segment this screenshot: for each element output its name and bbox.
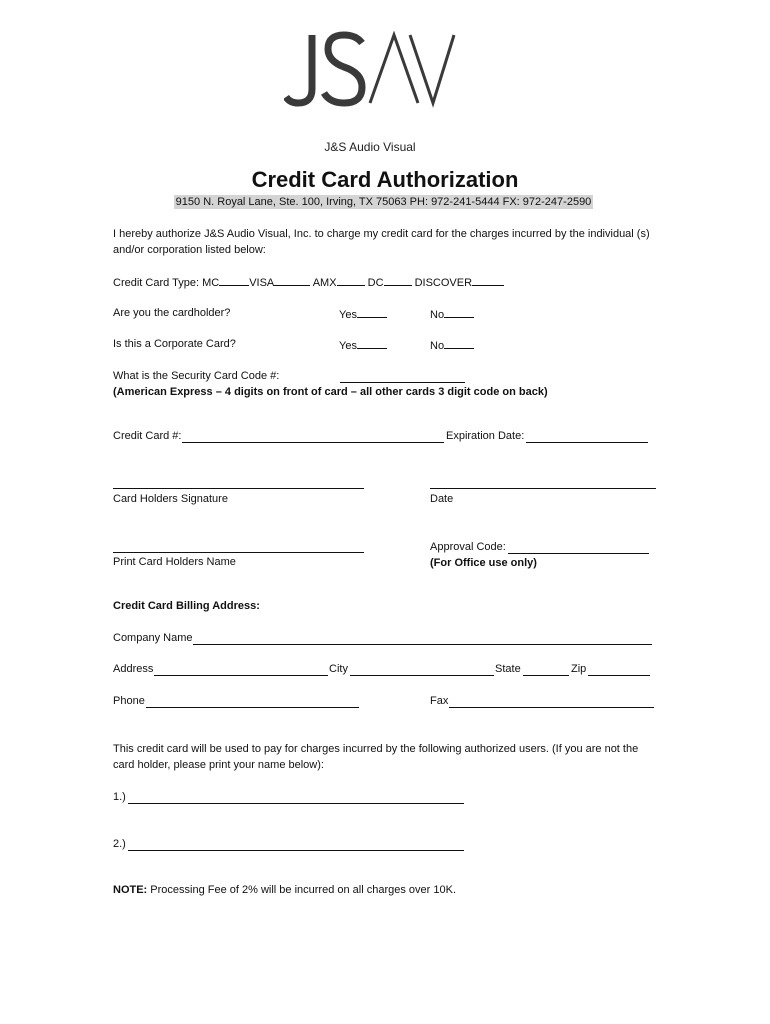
zip-label: Zip [571, 663, 587, 675]
fax-label: Fax [430, 695, 449, 707]
corporate-no-label: No [430, 340, 445, 352]
card-type-dc-blank[interactable] [384, 275, 412, 286]
card-type-mc: MC [202, 277, 220, 289]
city-label: City [329, 663, 348, 675]
user-2-blank[interactable] [128, 850, 464, 851]
cardholder-no [430, 307, 474, 321]
approval-code-blank[interactable] [508, 553, 649, 554]
note-label: NOTE: [113, 884, 148, 896]
approval-code-label: Approval Code: [430, 541, 506, 553]
note-row [113, 884, 456, 896]
office-use-note: (For Office use only) [430, 557, 537, 569]
state-blank[interactable] [523, 675, 569, 676]
corporate-yes-label: Yes [339, 340, 357, 352]
card-type-label: Credit Card Type: [113, 277, 200, 289]
billing-heading: Credit Card Billing Address: [113, 600, 260, 612]
expiration-date-label: Expiration Date: [446, 430, 525, 442]
page-title: Credit Card Authorization [251, 167, 519, 192]
user-1-label: 1.) [113, 791, 126, 803]
jsav-logo [284, 31, 456, 109]
phone-label: Phone [113, 695, 145, 707]
card-type-amx: AMX [312, 277, 337, 289]
corporate-no-blank[interactable] [444, 338, 474, 349]
address-blank[interactable] [154, 675, 328, 676]
company-address: 9150 N. Royal Lane, Ste. 100, Irving, TX 75063 PH: 972-241-5444 FX: 972-247-2590 [175, 196, 592, 208]
authorization-statement: I hereby authorize J&S Audio Visual, Inc. to charge my credit card for the charges incurred by the individual (s) and/or corporation listed below: [113, 228, 650, 256]
corporate-no [430, 338, 474, 352]
card-type-row [113, 275, 504, 289]
print-name-line[interactable] [113, 552, 364, 553]
user-1-blank[interactable] [128, 803, 464, 804]
card-type-mc-blank[interactable] [219, 275, 249, 286]
company-name: J&S Audio Visual [324, 140, 416, 154]
corporate-question: Is this a Corporate Card? [113, 338, 236, 350]
card-number-label: Credit Card #: [113, 430, 182, 442]
cardholder-yes-label: Yes [339, 309, 357, 321]
signature-line[interactable] [113, 488, 364, 489]
company-name-blank[interactable] [193, 644, 652, 645]
fax-blank[interactable] [449, 707, 654, 708]
cardholder-no-blank[interactable] [444, 307, 474, 318]
card-type-visa: VISA [249, 277, 275, 289]
card-type-visa-blank[interactable] [274, 275, 310, 286]
zip-blank[interactable] [588, 675, 650, 676]
cardholder-no-label: No [430, 309, 445, 321]
card-type-amx-blank[interactable] [337, 275, 365, 286]
expiration-date-blank[interactable] [526, 442, 648, 443]
company-name-label: Company Name [113, 632, 193, 644]
city-blank[interactable] [350, 675, 494, 676]
user-2-label: 2.) [113, 838, 126, 850]
cardholder-yes-blank[interactable] [357, 307, 387, 318]
card-number-blank[interactable] [182, 442, 444, 443]
address-label: Address [113, 663, 154, 675]
note-text: Processing Fee of 2% will be incurred on all charges over 10K. [150, 884, 457, 896]
security-code-blank[interactable] [340, 382, 465, 383]
corporate-yes [339, 338, 387, 352]
card-type-dc: DC [367, 277, 384, 289]
signature-label: Card Holders Signature [113, 493, 228, 505]
card-type-discover-blank[interactable] [472, 275, 504, 286]
security-code-note: (American Express – 4 digits on front of card – all other cards 3 digit code on back) [113, 386, 548, 398]
state-label: State [495, 663, 521, 675]
authorized-users-text: This credit card will be used to pay for charges incurred by the following authorized users. (If you are not the card holder, please print your name below): [113, 743, 639, 771]
phone-blank[interactable] [146, 707, 359, 708]
security-code-label: What is the Security Card Code #: [113, 370, 280, 382]
corporate-yes-blank[interactable] [357, 338, 387, 349]
date-label: Date [430, 493, 454, 505]
print-name-label: Print Card Holders Name [113, 556, 236, 568]
date-line[interactable] [430, 488, 656, 489]
cardholder-question: Are you the cardholder? [113, 307, 231, 319]
card-type-discover: DISCOVER [414, 277, 473, 289]
cardholder-yes [339, 307, 387, 321]
